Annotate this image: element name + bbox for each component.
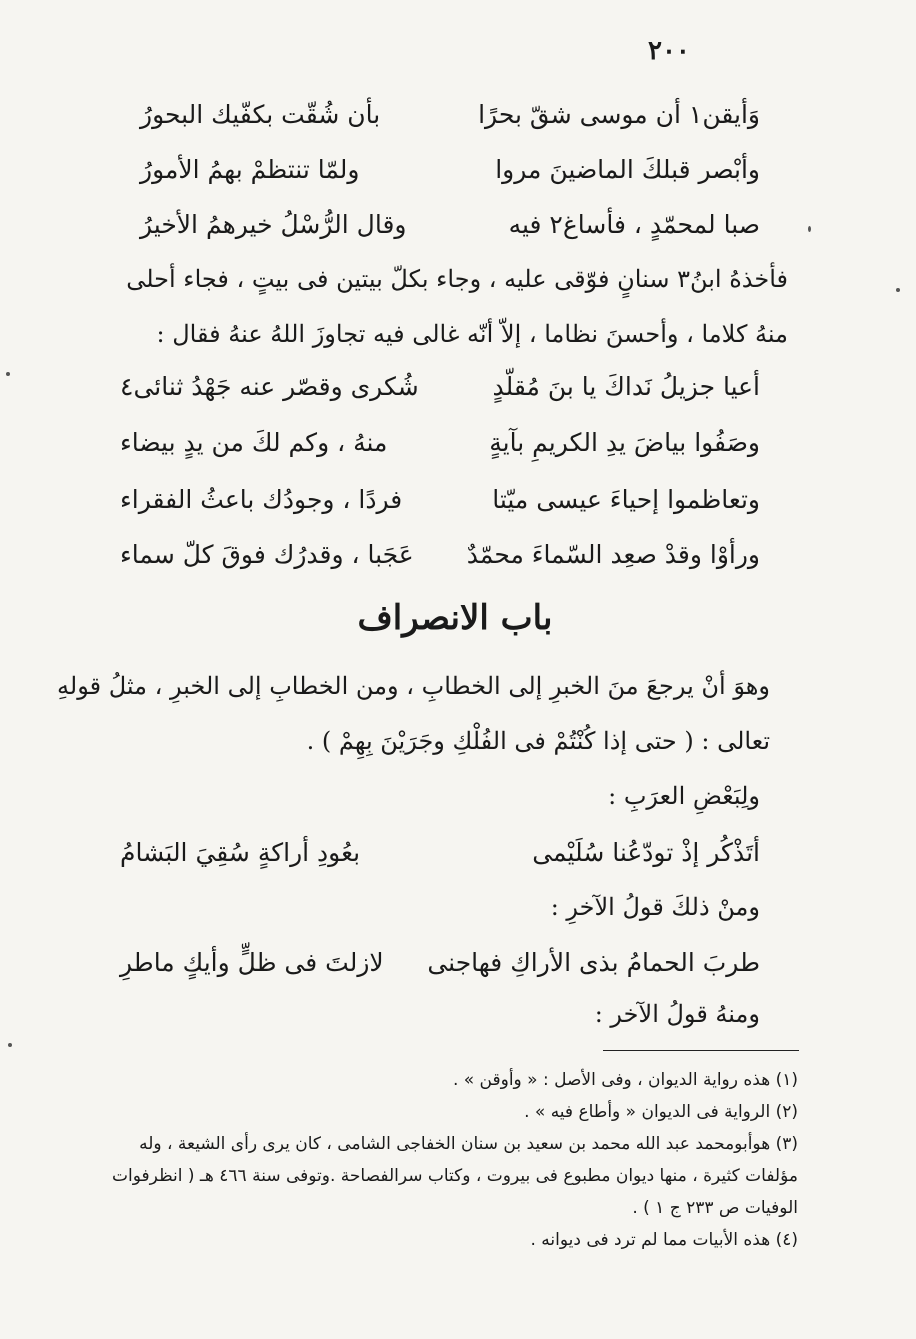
verse-line <box>140 155 760 184</box>
verse-hemistich-first: أعيا جزيلُ نَداكَ يا بنَ مُقلّدٍ <box>492 372 760 401</box>
verse-hemistich-second: فردًا ، وجودُك باعثُ الفقراء <box>120 485 403 514</box>
verse-line <box>120 372 760 401</box>
verse-hemistich-first: وصَفُوا بياضَ يدِ الكريمِ بآيةٍ <box>489 428 760 457</box>
verse-hemistich-first: وأبْصر قبلكَ الماضينَ مروا <box>495 155 760 184</box>
verse-hemistich-second: بأن شُقّت بكفّيك البحورُ <box>140 100 381 129</box>
verse-line <box>120 428 760 457</box>
verse-hemistich-first: صبا لمحمّدٍ ، فأساغ٢ فيه <box>508 210 760 239</box>
footnote: (٤) هذه الأبيات مما لم ترد فى ديوانه . <box>530 1230 798 1250</box>
page-number: ٢٠٠ <box>648 36 690 66</box>
verse-hemistich-first: وتعاظموا إحياءَ عيسى ميّتا <box>492 485 760 514</box>
verse-line <box>120 948 760 977</box>
paragraph-line: منهُ كلاما ، وأحسنَ نظاما ، إلاّ أنّه غالى فيه تجاوزَ اللهُ عنهُ فقال : <box>156 320 788 348</box>
footnote-separator <box>603 1050 799 1051</box>
footnote: مؤلفات كثيرة ، منها ديوان مطبوع فى بيروت ، وكتاب سرالفصاحة .وتوفى سنة ٤٦٦ هـ ( انظرفوات <box>112 1166 798 1186</box>
verse-hemistich-second: ولمّا تنتظمْ بهمُ الأمورُ <box>140 155 360 184</box>
verse-line <box>140 100 760 129</box>
verse-line <box>120 540 760 569</box>
verse-line <box>120 485 760 514</box>
verse-line <box>140 210 760 239</box>
verse-hemistich-first: ورأوْا وقدْ صعِد السّماءَ محمّدٌ <box>466 540 760 569</box>
paragraph-line: فأخذهُ ابنُ٣ سنانٍ فوّقى عليه ، وجاء بكلّ بيتين فى بيتٍ ، فجاء أحلى <box>126 265 788 293</box>
scan-speck <box>6 372 10 376</box>
verse-hemistich-second: بعُودِ أراكةٍ سُقِيَ البَشامُ <box>120 838 361 867</box>
footnote: الوفيات ص ٢٣٣ ج ١ ) . <box>632 1198 798 1218</box>
verse-hemistich-second: عَجَبا ، وقدرُك فوقَ كلّ سماء <box>120 540 414 569</box>
footnote: (١) هذه رواية الديوان ، وفى الأصل : « وأوقن » . <box>452 1070 798 1090</box>
verse-intro: ومنْ ذلكَ قولُ الآخرِ : <box>550 893 760 921</box>
verse-hemistich-first: أتَذْكُر إذْ تودّعُنا سُلَيْمى <box>532 838 760 867</box>
verse-hemistich-first: طربَ الحمامُ بذى الأراكِ فهاجنى <box>427 948 760 977</box>
scan-speck <box>808 226 811 232</box>
footnote: (٣) هوأبومحمد عبد الله محمد بن سعيد بن سنان الخفاجى الشامى ، كان يرى رأى الشيعة ، وله <box>139 1134 798 1154</box>
verse-hemistich-second: منهُ ، وكم لكَ من يدٍ بيضاء <box>120 428 388 457</box>
section-heading: باب الانصراف <box>357 598 553 638</box>
paragraph-line: وهوَ أنْ يرجعَ منَ الخبرِ إلى الخطابِ ، ومن الخطابِ إلى الخبرِ ، مثلُ قولهِ <box>57 672 770 700</box>
verse-line <box>120 838 760 867</box>
scan-speck <box>896 288 900 292</box>
verse-intro: ولِبَعْضِ العرَبِ : <box>608 782 760 810</box>
verse-hemistich-first: وَأيقن١ أن موسى شقّ بحرًا <box>478 100 760 129</box>
footnote: (٢) الرواية فى الديوان « وأطاع فيه » . <box>524 1102 798 1122</box>
verse-hemistich-second: وقال الرُّسْلُ خيرهمُ الأخيرُ <box>140 210 407 239</box>
verse-intro: ومنهُ قولُ الآخر : <box>594 1000 760 1028</box>
scan-speck <box>8 1043 12 1047</box>
verse-hemistich-second: شُكرى وقصّر عنه جَهْدُ ثنائى٤ <box>120 372 419 401</box>
paragraph-line: تعالى : ( حتى إذا كُنْتُمْ فى الفُلْكِ وجَرَيْنَ بِهِمْ ) . <box>306 727 770 755</box>
verse-hemistich-second: لازلتَ فى ظلٍّ وأيكٍ ماطرِ <box>120 948 384 977</box>
